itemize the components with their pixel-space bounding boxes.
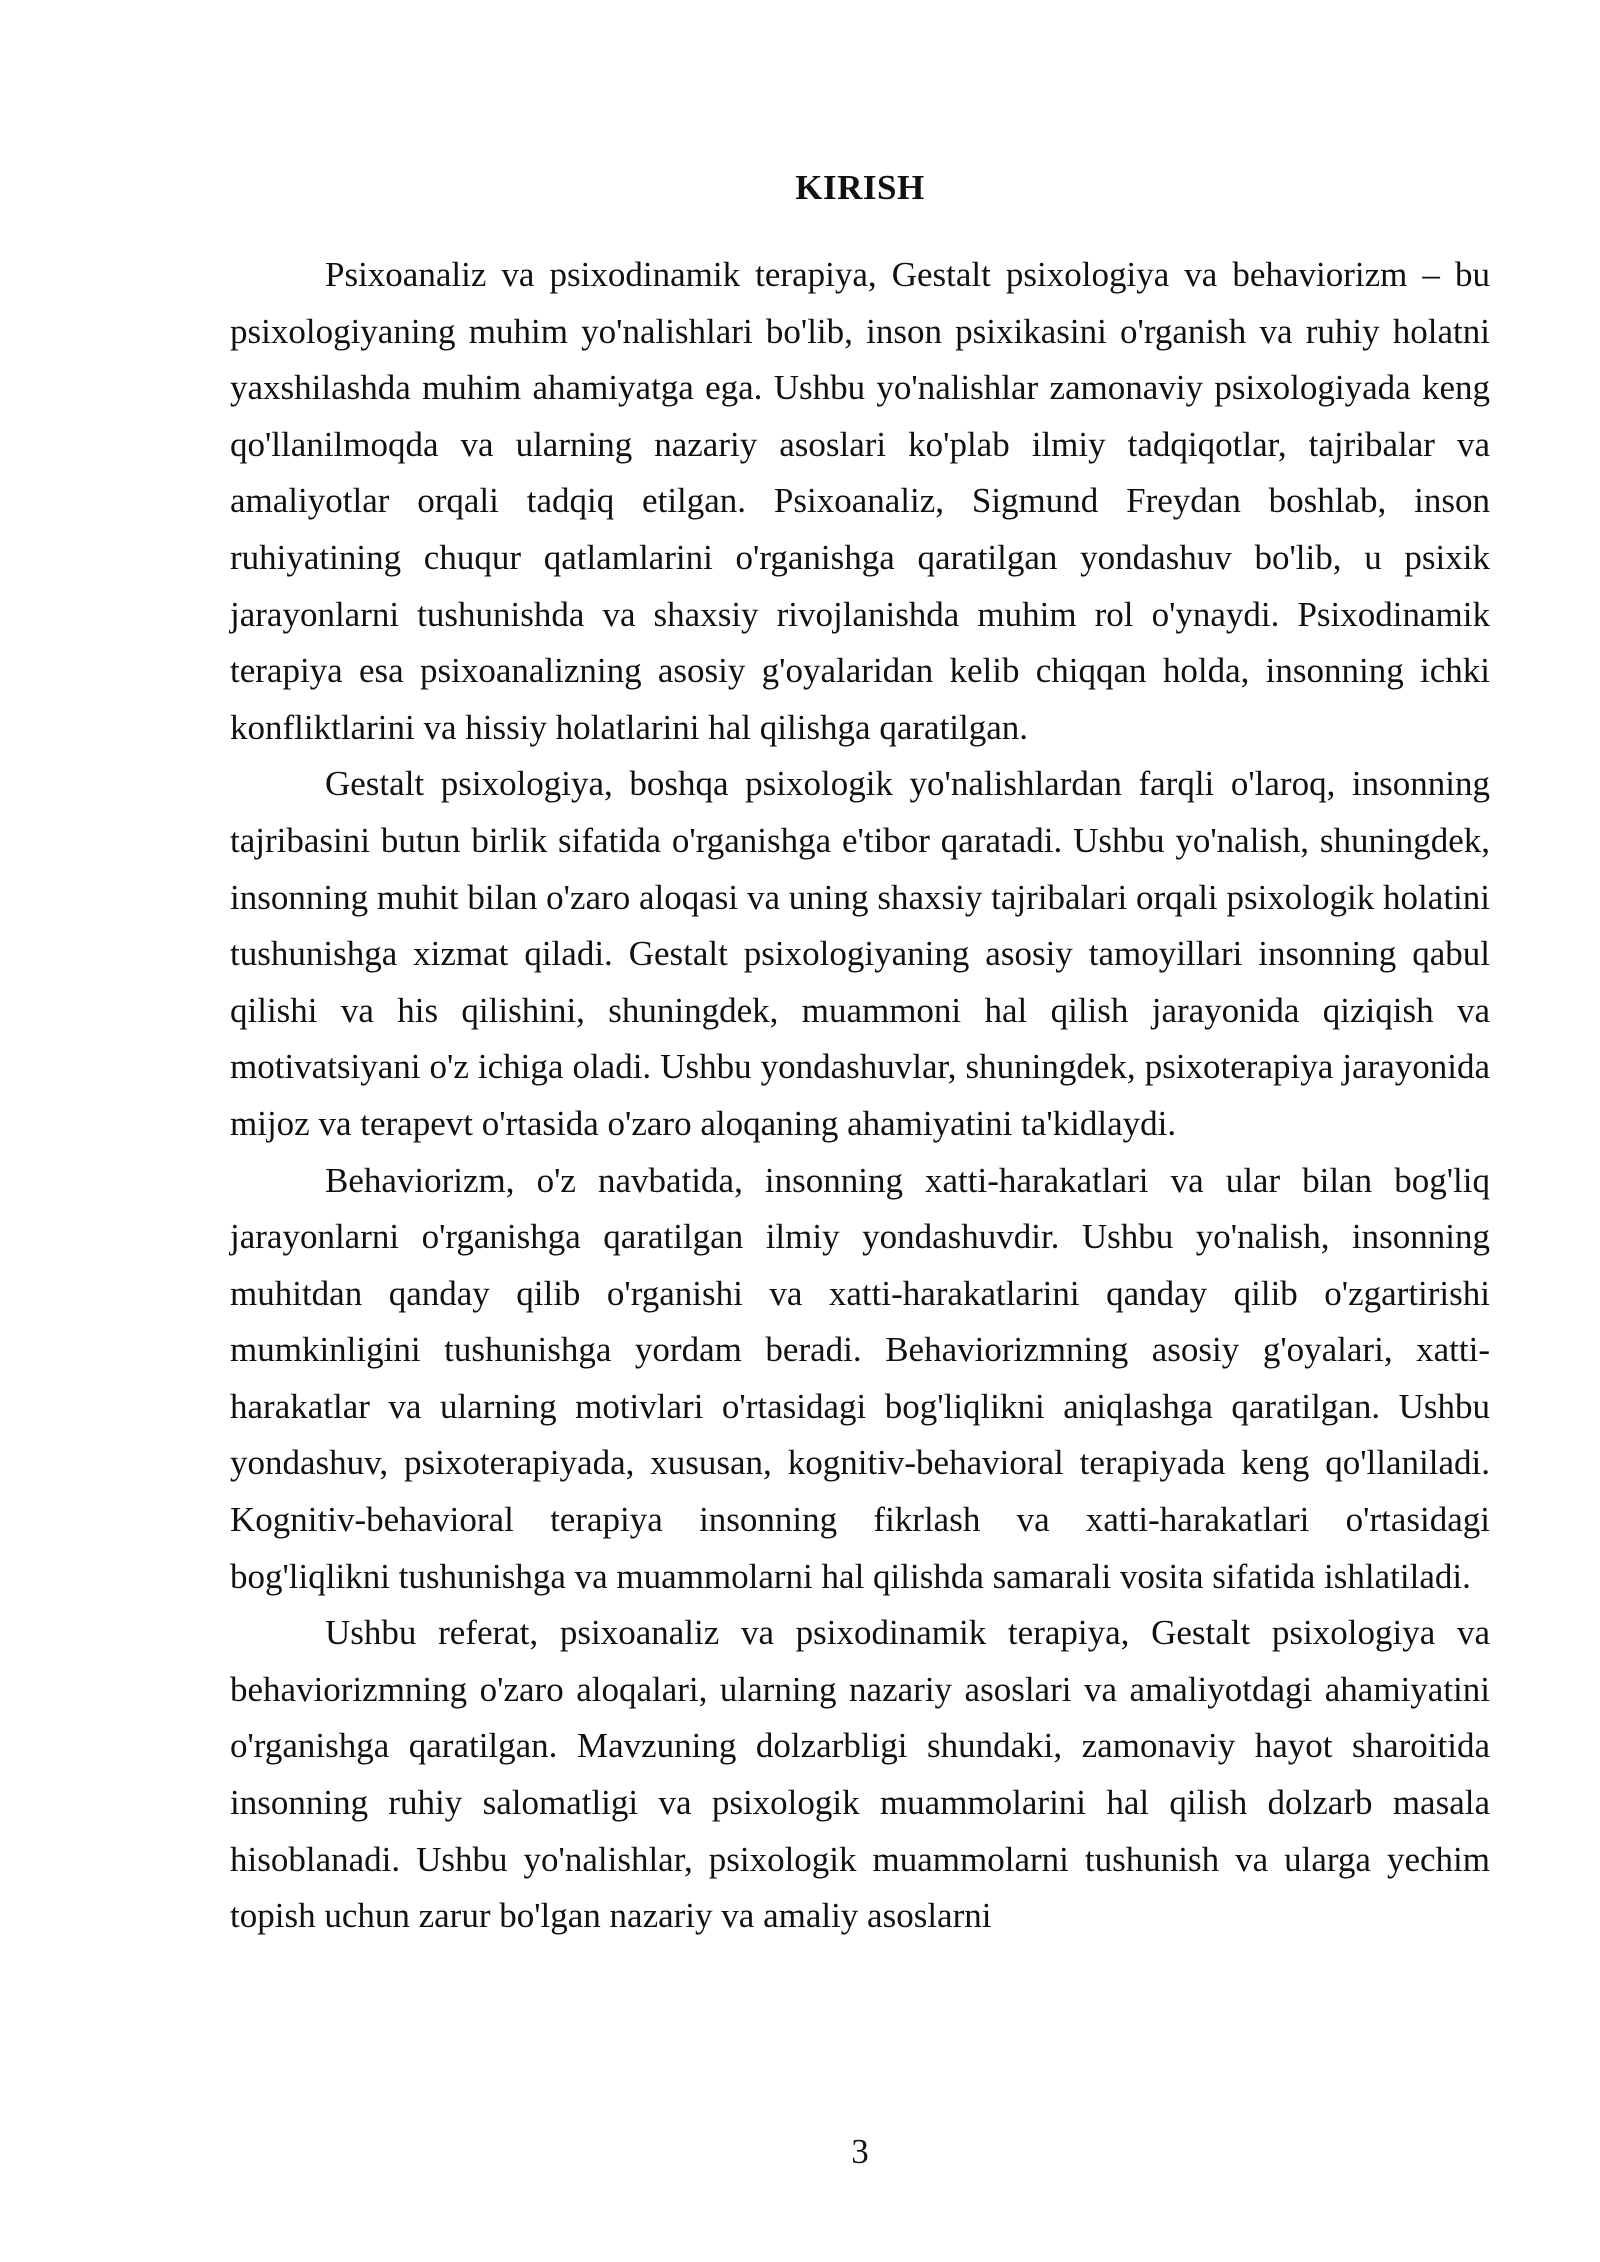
paragraph-4: Ushbu referat, psixoanaliz va psixodinamik terapiya, Gestalt psixologiya va behaviorizmning o'zaro aloqalari, ularning nazariy asoslari va amaliyotdagi ahamiyatini o'rganishga qaratilgan. Mavzuning dolzarbligi shundaki, zamonaviy hayot sharoitida insonning ruhiy salomatligi va psixologik muammolarini hal qilish dolzarb masala hisoblanadi. Ushbu yo'nalishlar, psixologik muammolarni tushunish va ularga yechim topish uchun zarur bo'lgan nazariy va amaliy asoslarni: [230, 1613, 1490, 1936]
section-heading: KIRISH: [795, 168, 925, 207]
paragraph-1: Psixoanaliz va psixodinamik terapiya, Gestalt psixologiya va behaviorizm – bu psixologiyaning muhim yo'nalishlari bo'lib, inson psixikasini o'rganish va ruhiy holatni yaxshilashda muhim ahamiyatga ega. Ushbu yo'nalishlar zamonaviy psixologiyada keng qo'llanilmoqda va ularning nazariy asoslari ko'plab ilmiy tadqiqotlar, tajribalar va amaliyotlar orqali tadqiq etilgan. Psixoanaliz, Sigmund Freydan boshlab, inson ruhiyatining chuqur qatlamlarini o'rganishga qaratilgan yondashuv bo'lib, u psixik jarayonlarni tushunishda va shaxsiy rivojlanishda muhim rol o'ynaydi. Psixodinamik terapiya esa psixoanalizning asosiy g'oyalaridan kelib chiqqan holda, insonning ichki konfliktlarini va hissiy holatlarini hal qilishga qaratilgan.: [230, 255, 1490, 747]
page-number: 3: [851, 2132, 869, 2171]
body-text: [230, 247, 1490, 1945]
paragraph-3: Behaviorizm, o'z navbatida, insonning xatti-harakatlari va ular bilan bog'liq jarayonlarni o'rganishga qaratilgan ilmiy yondashuvdir. Ushbu yo'nalish, insonning muhitdan qanday qilib o'rganishi va xatti-harakatlarini qanday qilib o'zgartirishi mumkinligini tushunishga yordam beradi. Behaviorizmning asosiy g'oyalari, xatti-harakatlar va ularning motivlari o'rtasidagi bog'liqlikni aniqlashga qaratilgan. Ushbu yondashuv, psixoterapiyada, xususan, kognitiv-behavioral terapiyada keng qo'llaniladi. Kognitiv-behavioral terapiya insonning fikrlash va xatti-harakatlari o'rtasidagi bog'liqlikni tushunishga va muammolarni hal qilishda samarali vosita sifatida ishlatiladi.: [230, 1160, 1490, 1596]
paragraph-2: Gestalt psixologiya, boshqa psixologik yo'nalishlardan farqli o'laroq, insonning tajribasini butun birlik sifatida o'rganishga e'tibor qaratadi. Ushbu yo'nalish, shuningdek, insonning muhit bilan o'zaro aloqasi va uning shaxsiy tajribalari orqali psixologik holatini tushunishga xizmat qiladi. Gestalt psixologiyaning asosiy tamoyillari insonning qabul qilishi va his qilishini, shuningdek, muammoni hal qilish jarayonida qiziqish va motivatsiyani o'z ichiga oladi. Ushbu yondashuvlar, shuningdek, psixoterapiya jarayonida mijoz va terapevt o'rtasida o'zaro aloqaning ahamiyatini ta'kidlaydi.: [230, 764, 1490, 1143]
